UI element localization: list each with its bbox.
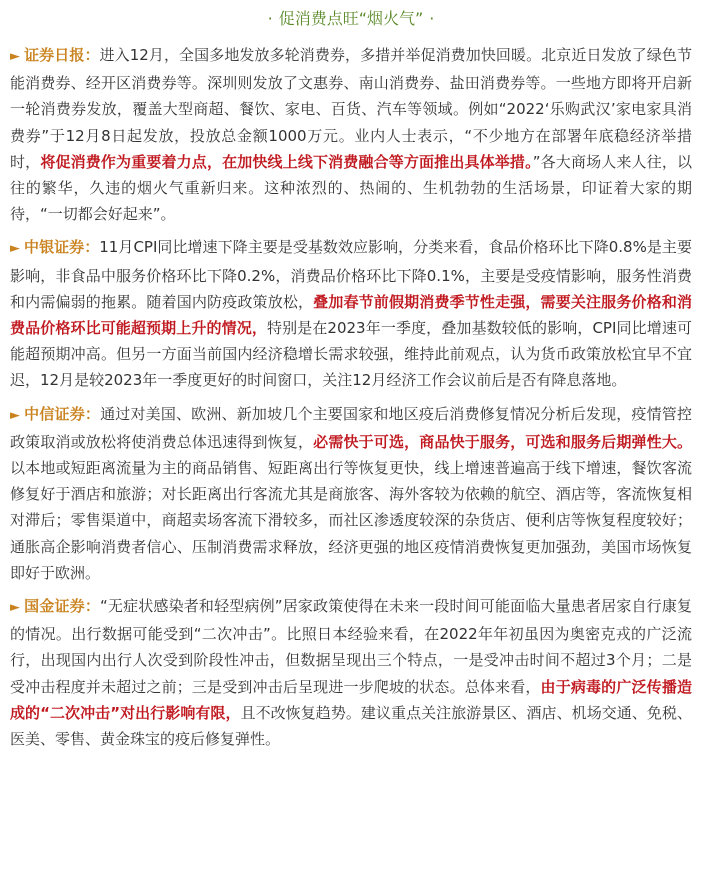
source-label: 国金证券： <box>24 597 100 616</box>
right-arrow-icon: ► <box>10 407 20 423</box>
title-text: 促消费点旺“烟火气” <box>278 9 424 28</box>
highlight-text: 必需快于可选，商品快于服务，可选和服务后期弹性大。 <box>313 432 692 451</box>
right-arrow-icon: ► <box>10 600 20 616</box>
paragraph-zhengquan-ribao <box>10 42 692 227</box>
paragraph-text: 以本地或短距离流量为主的商品销售、短距离出行等恢复更快，线上增速普遍高于线下增速，餐饮客流修复好于酒店和旅游；对长距离出行客流尤其是商旅客、海外客较为依赖的航空、酒店等，客流恢复相对滞后；零售渠道中，商超卖场客流下滑较多，而社区渗透度较深的杂货店、便利店等恢复程度较好；通胀高企影响消费者信心、压制消费需求释放，经济更强的地区疫情消费恢复更加强劲，美国市场恢复即好于欧洲。 <box>10 459 692 582</box>
highlight-text: 由于病毒的广泛传播造成的“二次冲击”对出行影响有限， <box>10 677 692 722</box>
paragraph-text: ”各大商场人来人往，以往的繁华，久违的烟火气重新归来。这种浓烈的、热闹的、生机勃勃的生活场景，印证着大家的期待，“一切都会好起来”。 <box>10 152 692 224</box>
title-dot-right: · <box>429 9 435 28</box>
section-title <box>10 8 692 30</box>
paragraph-guojin <box>10 593 692 752</box>
paragraph-text: 通过对美国、欧洲、新加坡几个主要国家和地区疫后消费修复情况分析后发现，疫情管控政策取消或放松将使消费总体迅速得到恢复， <box>10 404 692 451</box>
highlight-text: 将促消费作为重要着力点，在加快线上线下消费融合等方面推出具体举措。 <box>40 152 533 171</box>
title-dot-left: · <box>267 9 273 28</box>
right-arrow-icon: ► <box>10 49 20 64</box>
source-label: 中信证券： <box>24 404 101 423</box>
paragraph-text: 11月CPI同比增速下降主要是受基数效应影响，分类来看，食品价格环比下降0.8%是主要影响，非食品中服务价格环比下降0.2%，消费品价格环比下降0.1%，主要是受疫情影响，服务性消费和内需偏弱的拖累。随着国内防疫政策放松， <box>10 238 692 311</box>
highlight-text: 叠加春节前假期消费季节性走强，需要关注服务价格和消费品价格环比可能超预期上升的情况， <box>10 292 692 338</box>
source-label: 中银证券： <box>24 238 100 257</box>
paragraph-zhongxin <box>10 401 692 586</box>
paragraph-text: “无症状感染者和轻型病例”居家政策使得在未来一段时间可能面临大量患者居家自行康复的情况。出行数据可能受到“二次冲击”。比照日本经验来看，在2022年年初虽因为奥密克戎的广泛流行，出现国内出行人次受到阶段性冲击，但数据呈现出三个特点，一是受冲击时间不超过3个月；二是受冲击程度并未超过之前；三是受到冲击后呈现进一步爬坡的状态。总体来看， <box>10 597 692 696</box>
paragraph-text: 进入12月，全国多地发放多轮消费券，多措并举促消费加快回暖。北京近日发放了绿色节能消费券、经开区消费券等。深圳则发放了文惠券、南山消费券、盐田消费券等。一些地方即将开启新一轮消费券发放，覆盖大型商超、餐饮、家电、百货、汽车等领域。例如“2022‘乐购武汉’家电家具消费券”于12月8日起发放，投放总金额1000万元。业内人士表示，“不少地方在部署年底稳经济举措时， <box>10 46 692 171</box>
paragraph-zhongyin <box>10 234 692 393</box>
right-arrow-icon: ► <box>10 241 20 257</box>
source-label: 证券日报： <box>24 46 100 64</box>
paragraph-text: 且不改恢复趋势。建议重点关注旅游景区、酒店、机场交通、免税、医美、零售、黄金珠宝的疫后修复弹性。 <box>10 703 692 749</box>
paragraph-text: 特别是在2023年一季度，叠加基数较低的影响，CPI同比增速可能超预期冲高。但另一方面当前国内经济稳增长需求较强，维持此前观点，认为货币政策放松宜早不宜迟，12月是较2023年一季度更好的时间窗口，关注12月经济工作会议前后是否有降息落地。 <box>10 319 692 390</box>
